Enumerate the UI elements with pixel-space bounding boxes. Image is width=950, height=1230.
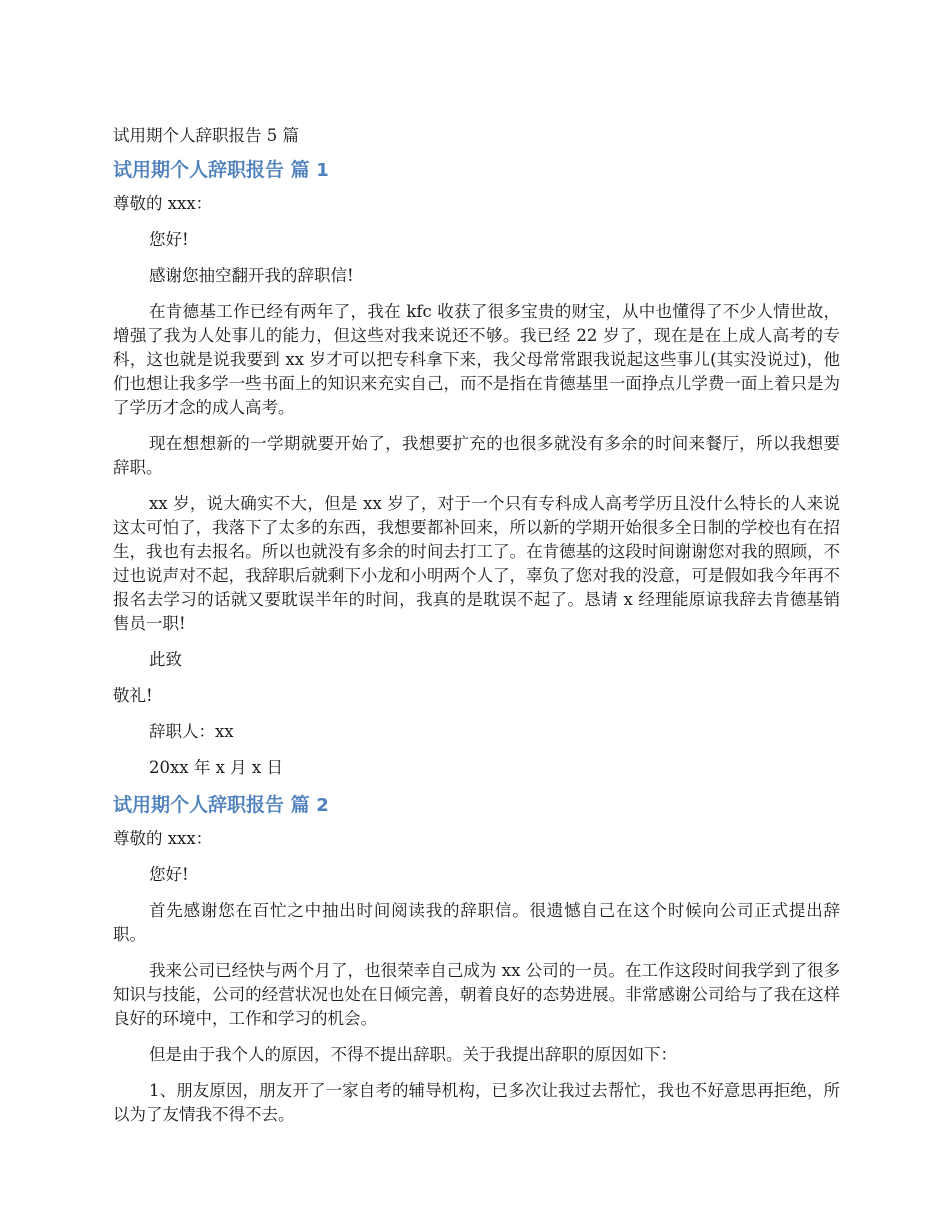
closing-regards: 敬礼! [113, 686, 153, 705]
signature-date: 20xx 年 x 月 x 日 [149, 758, 283, 777]
body-paragraph: 我来公司已经快与两个月了，也很荣幸自己成为 xx 公司的一员。在工作这段时间我学到了很多知识与技能，公司的经营状况也处在日倾完善，朝着良好的态势进展。非常感谢公司给与了我在这样良好的环境中，工作和学习的机会。 [113, 961, 840, 1028]
section-2 [113, 792, 840, 1127]
section-heading-text: 试用期个人辞职报告 篇 [113, 794, 310, 816]
section-heading-number: 1 [316, 160, 329, 181]
body-paragraph: xx 岁，说大确实不大，但是 xx 岁了，对于一个只有专科成人高考学历且没什么特长的人来说这太可怕了，我落下了太多的东西，我想要都补回来，所以新的学期开始很多全日制的学校也有在招生，我也有去报名。所以也就没有多余的时间去打工了。在肯德基的这段时间谢谢您对我的照顾，不过也说声对不起，我辞职后就剩下小龙和小明两个人了，辜负了您对我的没意，可是假如我今年再不报名去学习的话就又要耽误半年的时间，我真的是耽误不起了。恳请 x 经理能原谅我辞去肯德基销售员一职! [113, 494, 840, 633]
body-paragraph: 1、朋友原因，朋友开了一家自考的辅导机构，已多次让我过去帮忙，我也不好意思再拒绝，所以为了友情我不得不去。 [113, 1081, 840, 1124]
document-page [113, 124, 840, 1139]
salutation: 尊敬的 xxx： [113, 829, 213, 848]
closing-line: 此致 [149, 650, 182, 669]
section-heading-text: 试用期个人辞职报告 篇 [113, 159, 310, 181]
section-heading-number: 2 [316, 795, 329, 816]
body-paragraph: 在肯德基工作已经有两年了，我在 kfc 收获了很多宝贵的财宝，从中也懂得了不少人情世故，增强了我为人处事儿的能力，但这些对我来说还不够。我已经 22 岁了，现在是在上成人高考的专科，这也就是说我要到 xx 岁才可以把专科拿下来，我父母常常跟我说起这些事儿(其实没说过)，他们也想让我多学一些书面上的知识来充实自己，而不是指在肯德基里一面挣点儿学费一面上着只是为了学历才念的成人高考。 [113, 302, 840, 417]
body-paragraph: 感谢您抽空翻开我的辞职信! [149, 266, 354, 285]
section-1 [113, 157, 840, 780]
greeting: 您好! [149, 865, 189, 884]
section-heading [113, 792, 840, 819]
signer: 辞职人：xx [149, 722, 234, 741]
salutation: 尊敬的 xxx： [113, 194, 213, 213]
body-paragraph: 首先感谢您在百忙之中抽出时间阅读我的辞职信。很遗憾自己在这个时候向公司正式提出辞职。 [113, 901, 840, 944]
body-paragraph: 但是由于我个人的原因，不得不提出辞职。关于我提出辞职的原因如下： [149, 1045, 677, 1064]
greeting: 您好! [149, 230, 189, 249]
document-title: 试用期个人辞职报告 5 篇 [113, 126, 299, 145]
section-heading [113, 157, 840, 184]
body-paragraph: 现在想想新的一学期就要开始了，我想要扩充的也很多就没有多余的时间来餐厅，所以我想要辞职。 [113, 434, 840, 477]
